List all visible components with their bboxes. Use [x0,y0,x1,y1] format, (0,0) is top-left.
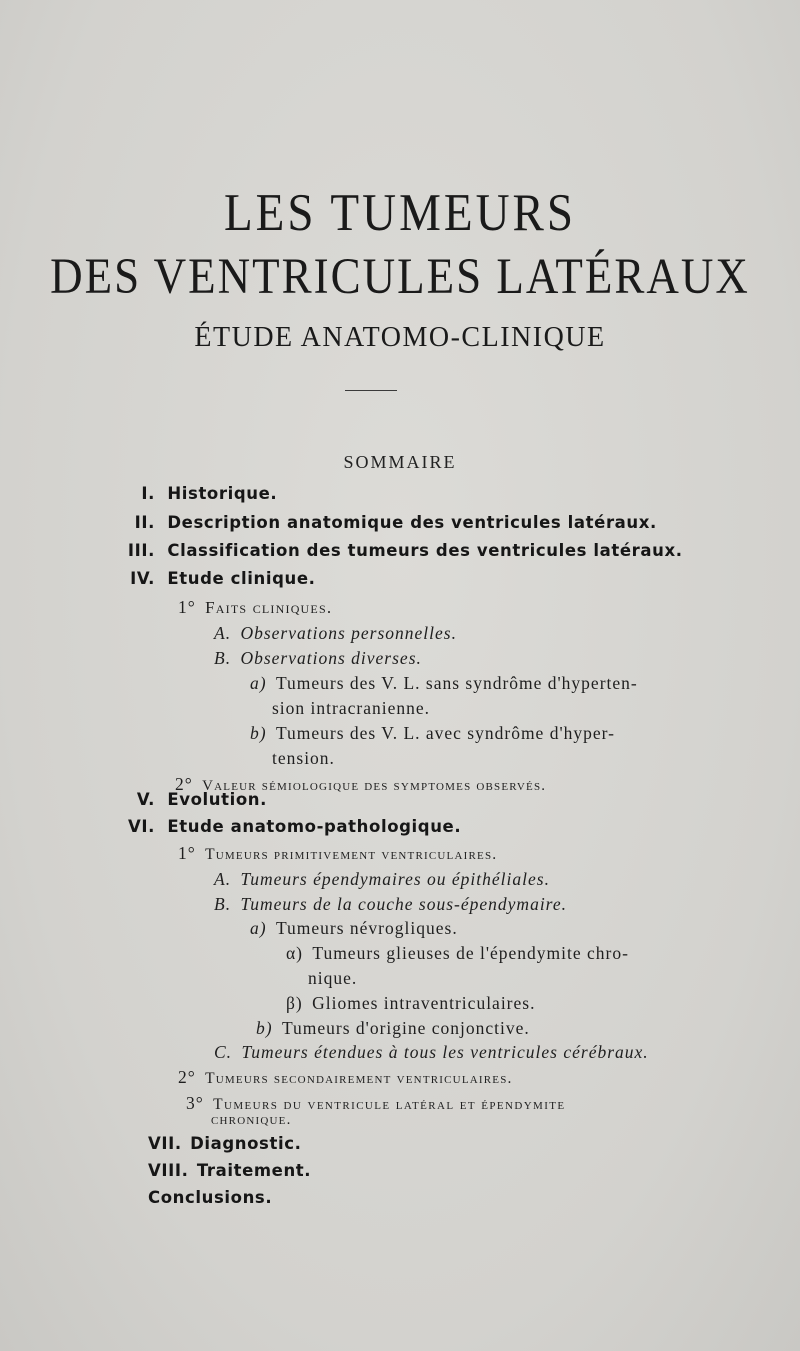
toc-entry [250,918,458,939]
toc-entry [186,1093,566,1114]
toc-text: Conclusions. [148,1188,273,1207]
toc-text: Traitement. [196,1161,312,1180]
toc-entry [214,648,422,669]
toc-entry [148,1134,301,1153]
toc-text: Tumeurs d'origine conjonctive. [281,1018,530,1038]
toc-text: Gliomes intraventriculaires. [312,993,536,1013]
toc-number: 2° [178,1067,196,1087]
toc-number: IV. [130,569,155,588]
toc-entry [214,894,567,915]
toc-entry-continued [308,968,357,989]
toc-text: Etude clinique. [167,569,316,588]
toc-text: Tumeurs primitivement ventriculaires. [205,846,498,863]
toc-text: Tumeurs glieuses de l'épendymite chro- [312,943,629,963]
toc-number: III. [127,541,155,560]
toc-text: Description anatomique des ventricules latéraux. [167,513,657,532]
toc-number: α) [286,943,303,963]
toc-number: b) [256,1018,273,1038]
toc-number: 3° [186,1093,204,1113]
toc-entry [214,869,550,890]
toc-text: Tumeurs secondairement ventriculaires. [205,1070,513,1087]
toc-text: Tumeurs épendymaires ou épithéliales. [240,869,550,889]
toc-text: Observations diverses. [240,648,422,668]
toc-entry [148,1161,311,1180]
toc-text: Etude anatomo-pathologique. [167,817,462,836]
toc-text: Tumeurs névrogliques. [275,918,458,938]
toc-text: Faits cliniques. [205,598,333,617]
toc-number: VII. [148,1134,182,1153]
toc-number: I. [141,484,155,503]
toc-entry [118,790,267,809]
toc-entry [214,1042,649,1063]
subtitle: ÉTUDE ANATOMO-CLINIQUE [194,322,606,353]
toc-number: b) [250,723,267,743]
toc-entry-continued [272,748,335,769]
toc-number: β) [286,993,303,1013]
toc-entry [286,943,629,964]
title-line-2: DES VENTRICULES LATÉRAUX [50,248,750,304]
toc-number: VI. [128,817,155,836]
toc-entry [178,597,332,618]
toc-text: tension. [272,748,335,768]
toc-number: a) [250,918,267,938]
toc-text: Evolution. [167,790,268,809]
title-divider [345,390,397,391]
toc-number: B. [214,894,232,914]
toc-number: VIII. [148,1161,189,1180]
toc-entry [178,843,497,864]
toc-entry [118,569,316,588]
toc-text: Tumeurs de la couche sous-épendymaire. [240,894,567,914]
toc-text: Tumeurs du ventricule latéral et épendymite [213,1096,566,1113]
toc-entry [256,1018,530,1039]
toc-text: Valeur sémiologique des symptomes observés. [202,778,547,794]
toc-text: Observations personnelles. [240,623,457,643]
toc-number: 2° [175,774,193,794]
toc-text: Tumeurs des V. L. avec syndrôme d'hyper- [275,723,615,743]
toc-number: A. [214,623,232,643]
toc-entry [130,484,277,503]
toc-entry-continued [272,698,430,719]
summary-heading: SOMMAIRE [343,452,457,472]
toc-number: II. [134,513,155,532]
toc-number: a) [250,673,267,693]
toc-text: chronique. [211,1112,292,1128]
toc-entry [118,817,461,836]
toc-number: C. [214,1042,233,1062]
toc-text: sion intracranienne. [272,698,431,718]
toc-entry [250,673,638,694]
toc-entry [124,513,657,532]
toc-number: A. [214,869,232,889]
toc-number: V. [136,790,155,809]
toc-number: 1° [178,597,196,617]
toc-text: Diagnostic. [190,1134,302,1153]
toc-text: Historique. [167,484,278,503]
toc-text: nique. [308,968,358,988]
toc-entry [250,723,615,744]
toc-text: Tumeurs étendues à tous les ventricules cérébraux. [241,1042,649,1062]
toc-entry [118,541,683,560]
toc-entry [214,623,457,644]
toc-text: Classification des tumeurs des ventricules latéraux. [167,541,683,560]
toc-entry [286,993,535,1014]
toc-text: Tumeurs des V. L. sans syndrôme d'hyperten- [275,673,638,693]
toc-number: B. [214,648,232,668]
toc-entry [148,1188,272,1207]
title-line-1: LES TUMEURS [223,183,577,243]
toc-entry-continued [211,1112,292,1129]
toc-entry [178,1067,513,1088]
toc-number: 1° [178,843,196,863]
